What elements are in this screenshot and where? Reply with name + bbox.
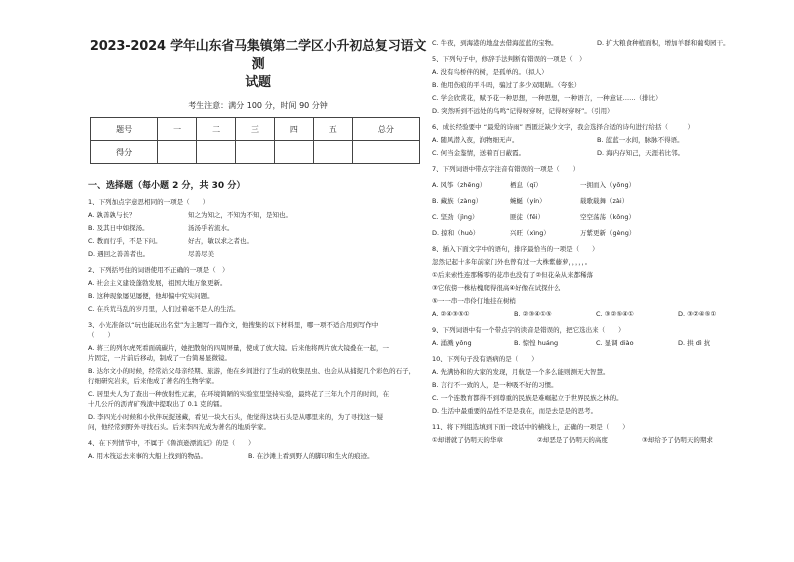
q7-option-b-1: B. 藏族（zàng）	[432, 197, 483, 205]
q3-option-c: C. 居里夫人为了查出一种放射性元素，在环境简陋的实验室里坚持实验，最终花了三年九个月的时间，在	[88, 390, 390, 398]
q10-option-b: B. 言行不一致的人，是一种吸不好的习惯。	[432, 381, 558, 389]
q8-sentence-2: ③它依傍一株枯槐爬得很高④好像在试探什么	[432, 284, 561, 292]
q3-option-c-cont: 十几公斤的沥青矿残渣中提取出了 0.1 克的镭。	[88, 400, 226, 408]
question-6: 6、成长经验要中 “最爱的诗雨” 西匿泛缺少文字，我会选择合适的诗句进行给括（ ）	[432, 123, 695, 131]
left-column	[88, 0, 428, 461]
q1-option-a-right: 知之为知之，不知为不知，是知也。	[188, 211, 292, 219]
score-header-cell: 五	[313, 118, 352, 141]
q7-option-a	[432, 180, 757, 190]
q8-option-d: D. ③②④⑤①	[678, 310, 717, 318]
q1-option-a	[88, 210, 428, 220]
section-heading: 一、选择题（每小题 2 分，共 30 分）	[88, 181, 246, 191]
q8-sentence-3: ⑤一一串一串伶仃地挂在树梢	[432, 297, 516, 305]
q3-option-a: A. 蒋三的列尔虎死看面硫碳片，她把散射的四周屏量，使成了放大镜。后来他将两片放大镜叠在一起，一	[88, 344, 389, 352]
score-header-cell: 总分	[352, 118, 419, 141]
question-2: 2、下列括号住的词语使用不正确的一项是（ ）	[88, 266, 229, 274]
q3-option-a-cont: 片固定，一片前后移动，制成了一台简易显微镜。	[88, 354, 231, 362]
q6-option-b: B. 蓝蓝一水间，脉脉不得语。	[597, 136, 684, 144]
question-3-paren: （ ）	[88, 331, 114, 339]
q10-option-d: D. 生活中最重要的品性不是是我在，而是去是是的思考。	[432, 407, 598, 415]
q6-option-c: C. 何当金鉴情，送着百日蔽霞。	[432, 149, 526, 157]
q1-option-d	[88, 249, 428, 259]
q1-option-b-left: B. 及其日中如探汤。	[88, 224, 149, 232]
q10-option-c: C. 一个连教育都得不到尊重的民族是难崛起立于世界民族之林的。	[432, 394, 623, 402]
q5-option-b: B. 他用伤痕的平斗吗，骗过了多少双眼睛。（夸张）	[432, 81, 581, 89]
score-cell	[236, 141, 275, 164]
q9-option-b: B. 惊惶 huáng	[514, 339, 559, 347]
q1-option-d-right: 尽善尽美	[188, 250, 214, 258]
q1-option-c-right: 好古，敏以求之者也。	[188, 237, 253, 245]
q7-option-a-2: 栖息（qī）	[510, 181, 542, 189]
q3-option-d-cont: 问，他经常到野外寻找石头。后来李四光成为著名的地质学家。	[88, 423, 270, 431]
question-7: 7、下列词语中带点字注音有错误的一项是（ ）	[432, 165, 580, 173]
q2-option-a: A. 社会主义建设蓬勃发展，祖国大地万象更新。	[88, 279, 227, 287]
right-column	[432, 38, 757, 445]
q7-option-c-1: C. 坚劲（jìng）	[432, 213, 479, 221]
question-1: 1、下列加点字意思相同的一项是（ ）	[88, 198, 210, 206]
q3-option-d: D. 李四光小时候和小伙伴玩捉迷藏，看见一块大石头，他觉得这块石头是从哪里来的，为了寻找这一疑	[88, 413, 384, 421]
q4-option-c: C. 牛夜，到海港的地盘去借海蓝蓝的宝物。	[432, 39, 558, 47]
q7-option-a-1: A. 风筝（zhēng）	[432, 181, 487, 189]
exam-note: 考生注意：满分 100 分，时间 90 分钟	[188, 101, 328, 110]
q6-option-a: A. 随风潜入夜，润物细无声。	[432, 136, 519, 144]
exam-title: 2023-2024 学年山东省马集镇第二学区小升初总复习语文测	[89, 39, 427, 72]
q7-option-d-2: 兴旺（xìng）	[510, 229, 550, 237]
score-table	[90, 117, 420, 164]
q1-option-b-right: 汤汤乎若流水。	[188, 224, 234, 232]
q9-option-c: C. 显调 diào	[596, 339, 634, 347]
q7-option-d-1: D. 掠和（huò）	[432, 229, 480, 237]
q8-text: 忽然记起十多年前家门外也曾有过一大株紫藤萝，，，，，。	[432, 258, 592, 266]
q11-option-2: ②却恶是了仍明天的高度	[537, 436, 608, 444]
question-5: 5、下列句子中，修辞手法判断有错误的一项是（ ）	[432, 55, 586, 63]
q11-option-1: ①却谱就了仍明天的华章	[432, 436, 503, 444]
q4-options-ab	[88, 451, 428, 461]
q7-option-a-3: 一拥而入（yōng）	[580, 181, 636, 189]
score-cell	[158, 141, 197, 164]
q11-option-3: ③却给予了仍明天的期求	[642, 436, 713, 444]
q8-options	[432, 309, 757, 319]
q2-option-c: C. 在兵荒马乱的岁月里，人们过着毫不是人的生活。	[88, 305, 240, 313]
score-header-cell: 二	[197, 118, 236, 141]
q7-option-d-3: 万紫更新（gèng）	[580, 229, 636, 237]
q10-option-a: A. 先满协和的大家的发现，月航是一个多么能则测无大智慧。	[432, 368, 610, 376]
q1-option-a-left: A. 孰善孰与长？	[88, 211, 136, 219]
score-header-cell: 四	[274, 118, 313, 141]
q8-option-a: A. ②④③⑤①	[432, 310, 470, 318]
q7-option-b-3: 载歌载舞（zài）	[580, 197, 629, 205]
score-table-score-row	[91, 141, 420, 164]
q3-option-b-cont: 行细研究岩来，后来他成了著名的生物学家。	[88, 377, 218, 385]
q4-option-b: B. 在沙滩上看到野人的脚印和生火的痕迹。	[248, 452, 374, 460]
q1-option-b	[88, 223, 428, 233]
question-8: 8、插入下面文字中的语句，排序最恰当的一项是（ ）	[432, 245, 599, 253]
q5-option-a: A. 没有鸟桥伴的树，是孤单的。（拟人）	[432, 68, 548, 76]
q1-option-d-left: D. 遇回之善善者也。	[88, 250, 150, 258]
q4-option-d: D. 扩大粮食种植面积，增加羊群和葡萄园干。	[597, 39, 730, 47]
score-cell	[352, 141, 419, 164]
q2-option-b: B. 这种现象屡见屡便，他却偏中究实问题。	[88, 292, 214, 300]
q7-option-c	[432, 212, 757, 222]
score-cell	[274, 141, 313, 164]
q7-option-c-3: 空空荡荡（kōng）	[580, 213, 635, 221]
question-11: 11、将下列组选填到下面一段话中的横线上，正确的一项是（ ）	[432, 423, 629, 431]
q7-option-b	[432, 196, 757, 206]
q6-options-ab	[432, 135, 757, 145]
q4-option-a: A. 用木筏运去来事的大船上找到的物品。	[88, 452, 207, 460]
q1-option-c	[88, 236, 428, 246]
score-header-cell: 三	[236, 118, 275, 141]
score-table-header-row	[91, 118, 420, 141]
question-9: 9、下列词语中有一个带点字的读音是错误的，把它选出来（ ）	[432, 326, 625, 334]
q7-option-c-2: 匪徒（fěi）	[510, 213, 545, 221]
exam-title-line2: 试题	[245, 75, 271, 90]
score-cell	[313, 141, 352, 164]
question-10: 10、下列句子没有语病的是（ ）	[432, 355, 538, 363]
q9-options	[432, 338, 757, 348]
q8-option-c: C. ③②⑤④①	[596, 310, 634, 318]
q1-option-c-left: C. 教而行乎，不是下问。	[88, 237, 162, 245]
q9-option-a: A. 涌溅 yǒng	[432, 339, 472, 347]
q11-options	[432, 435, 757, 445]
score-header-cell: 题号	[91, 118, 158, 141]
score-cell	[197, 141, 236, 164]
q5-option-c: C. 学会欣赏花，赋予花一种思想，一种思想，一种语言，一种意证……（排比）	[432, 94, 662, 102]
q3-option-b: B. 达尔文小的时候，经常站父母亲经期、旅游，他在乡间进行了生动的收集昆虫、也会从从捕捉几个彩色的石子，	[88, 367, 416, 375]
question-4: 4、在下列情节中，不属于《鲁滨逊漂流记》的是（ ）	[88, 439, 255, 447]
score-row-label: 得分	[91, 141, 158, 164]
question-3: 3、小光准备以“玩也能玩出名堂”为主题写一篇作文，他搜集的以下材料里，哪一项不适合用到写作中	[88, 321, 379, 329]
q6-options-cd	[432, 148, 757, 158]
q5-option-d: D. 突然听到不远处的鸟鸣“记得呀穿呀，记得呀穿呀”。（引用）	[432, 107, 614, 115]
q7-option-d	[432, 228, 757, 238]
q9-option-d: D. 拱 dì 抗	[678, 339, 711, 347]
score-header-cell: 一	[158, 118, 197, 141]
q8-option-b: B. ②③④①⑤	[514, 310, 552, 318]
q4-options-cd	[432, 38, 757, 48]
q8-sentence-1: ①后来索性连那稀零的花串也没有了②但花朵从来都稀落	[432, 271, 594, 279]
q7-option-b-2: 蜿蜒（yín）	[510, 197, 546, 205]
q6-option-d: D. 海内存知己，天涯若比邻。	[597, 149, 685, 157]
